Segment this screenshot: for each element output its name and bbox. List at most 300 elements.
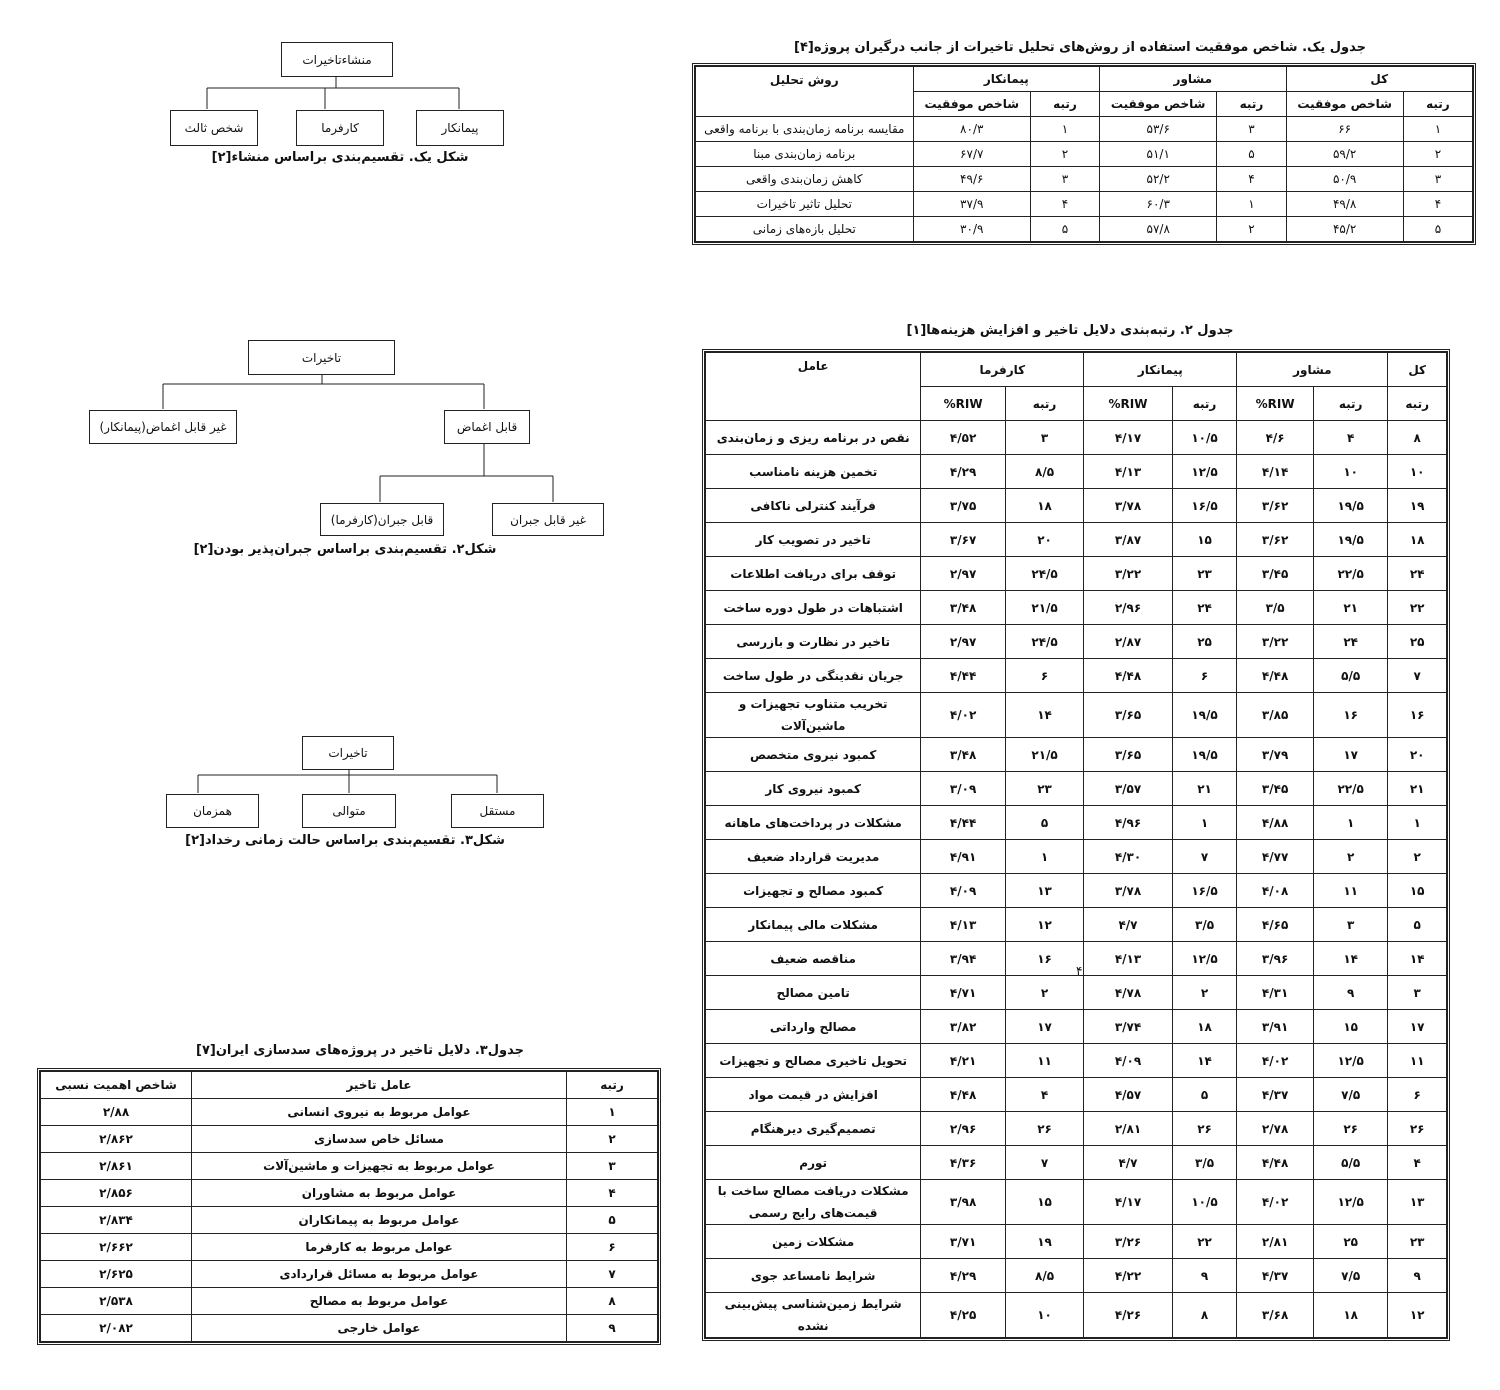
table2-row-cell: ۱۲/۵ — [1172, 942, 1237, 976]
figure1-caption: شکل یک. تقسیم‌بندی براساس منشاء[۲] — [211, 150, 469, 165]
table3-row — [41, 1180, 658, 1207]
table1-row-cell: ۴ — [1030, 192, 1099, 217]
table2-row-cell: ۳/۲۲ — [1237, 625, 1314, 659]
table2-factor-header: عامل — [706, 353, 921, 421]
table1-row-cell: ۳ — [1030, 167, 1099, 192]
table2-row-cell: ۳/۲۶ — [1084, 1225, 1172, 1259]
table2-group-header: کارفرما — [921, 353, 1084, 387]
table3-row-cell: ۷ — [567, 1261, 658, 1288]
table2-row-cell: ۹ — [1388, 1259, 1447, 1293]
table2-row-cell: ۳/۸۲ — [921, 1010, 1006, 1044]
table2-row-cell: ۴/۰۸ — [1237, 874, 1314, 908]
table3-row-cell: ۶ — [567, 1234, 658, 1261]
table2-row-cell: ۲۲/۵ — [1313, 772, 1387, 806]
table2-row-cell: ۱۲/۵ — [1313, 1044, 1387, 1078]
figure1-root-box: منشاءتاخیرات — [281, 42, 393, 77]
table2-row-cell: ۱۵ — [1313, 1010, 1387, 1044]
table2-row-cell: ۹ — [1313, 976, 1387, 1010]
table1-row-cell: ۶۷/۷ — [913, 142, 1030, 167]
table2-row-cell: ۴ — [1388, 1146, 1447, 1180]
table1-sub-header: رتبه — [1403, 92, 1472, 117]
table1-row-cell: ۳ — [1217, 117, 1286, 142]
table2-row-cell: ۱۲ — [1388, 1293, 1447, 1338]
table2-row-cell: ۱۹/۵ — [1313, 489, 1387, 523]
table1-sub-header: شاخص موفقیت — [1100, 92, 1217, 117]
table3-row — [41, 1288, 658, 1315]
table2-row-cell: ۴/۳۷ — [1237, 1078, 1314, 1112]
figure2-non-compensable-box: غیر قابل جبران — [492, 503, 604, 536]
table2-row-cell: ۲/۸۱ — [1237, 1225, 1314, 1259]
table3-caption: جدول۳. دلایل تاخیر در پروژه‌های سدسازی ایران[۷] — [196, 1043, 524, 1058]
table2-row-cell: ۲۴ — [1313, 625, 1387, 659]
table3-row-cell: مسائل خاص سدسازی — [192, 1126, 567, 1153]
figure3-child-concurrent: همزمان — [166, 794, 259, 828]
table2-row-cell: تخمین هزینه نامناسب — [706, 455, 921, 489]
table1-row-cell: مقایسه برنامه زمان‌بندی با برنامه واقعی — [696, 117, 914, 142]
table2-row — [706, 806, 1447, 840]
table2-row-cell: ۳/۴۵ — [1237, 557, 1314, 591]
table2-row — [706, 523, 1447, 557]
table2-row-cell: ۳/۴۸ — [921, 738, 1006, 772]
table2-row-cell: ۵ — [1388, 908, 1447, 942]
table2-row-cell: ۲۴/۵ — [1005, 625, 1083, 659]
table2-row-cell: ۲/۹۶ — [921, 1112, 1006, 1146]
table2-row-cell: ۱۱ — [1388, 1044, 1447, 1078]
table2-row — [706, 591, 1447, 625]
page-number: ۴ — [1076, 964, 1083, 978]
table2-row-cell: ۲۶ — [1388, 1112, 1447, 1146]
table3-header-factor: عامل تاخیر — [192, 1072, 567, 1099]
table1-row-cell: ۵۱/۱ — [1100, 142, 1217, 167]
table2-row-cell: تحویل تاخیری مصالح و تجهیزات — [706, 1044, 921, 1078]
table2-row-cell: ۴/۲۶ — [1084, 1293, 1172, 1338]
table2-row-cell: ۴/۱۳ — [1084, 942, 1172, 976]
table2-group-header: پیمانکار — [1084, 353, 1237, 387]
table2-row-cell: ۱۰/۵ — [1172, 421, 1237, 455]
table2-row-cell: ۴/۵۷ — [1084, 1078, 1172, 1112]
table2-row-cell: ۴/۶۵ — [1237, 908, 1314, 942]
table3-row-cell: ۵ — [567, 1207, 658, 1234]
table1 — [695, 66, 1473, 242]
table3-row-cell: ۲/۸۶۱ — [41, 1153, 192, 1180]
table2-row-cell: ۱۸ — [1388, 523, 1447, 557]
table2-row-cell: ۶ — [1172, 659, 1237, 693]
table1-row — [696, 192, 1473, 217]
table2-row-cell: تصمیم‌گیری دیرهنگام — [706, 1112, 921, 1146]
table2-row-cell: ۳/۵۷ — [1084, 772, 1172, 806]
table3-row-cell: ۲/۸۳۴ — [41, 1207, 192, 1234]
figure3-child-independent: مستقل — [451, 794, 544, 828]
table2-row-cell: کمبود نیروی متخصص — [706, 738, 921, 772]
table2-row-cell: مصالح وارداتی — [706, 1010, 921, 1044]
table3-row-cell: ۲/۶۶۲ — [41, 1234, 192, 1261]
table2-row-cell: ۲۱ — [1313, 591, 1387, 625]
table2-row-cell: ۴/۲۵ — [921, 1293, 1006, 1338]
table2-row-cell: ۳/۹۸ — [921, 1180, 1006, 1225]
table2-row-cell: ۱۰ — [1313, 455, 1387, 489]
table2-row-cell: ۱۰/۵ — [1172, 1180, 1237, 1225]
table1-sub-header: شاخص موفقیت — [913, 92, 1030, 117]
table2-row-cell: ۱۸ — [1172, 1010, 1237, 1044]
table1-sub-header: شاخص موفقیت — [1286, 92, 1403, 117]
table2-row-cell: ۱۹ — [1005, 1225, 1083, 1259]
table2-row-cell: ۸ — [1388, 421, 1447, 455]
figure2-compensable-box: قابل جبران(کارفرما) — [320, 503, 444, 536]
table3-row-cell: ۴ — [567, 1180, 658, 1207]
table2-row-cell: مدیریت قرارداد ضعیف — [706, 840, 921, 874]
table2-row-cell: ۵ — [1005, 806, 1083, 840]
table2-row-cell: ۱۹ — [1388, 489, 1447, 523]
table1-row-cell: ۵۰/۹ — [1286, 167, 1403, 192]
table2-row-cell: ۱۶ — [1005, 942, 1083, 976]
table1-method-header: روش تحلیل — [696, 67, 914, 117]
table2-row-cell: ۴/۱۳ — [1084, 455, 1172, 489]
table2-row-cell: ۲۴/۵ — [1005, 557, 1083, 591]
table2-row-cell: ۲ — [1313, 840, 1387, 874]
table2-row-cell: ۱۸ — [1313, 1293, 1387, 1338]
table2-row-cell: ۶ — [1388, 1078, 1447, 1112]
table2-row-cell: ۷ — [1388, 659, 1447, 693]
table2-body — [706, 421, 1447, 1338]
table3-row-cell: عوامل مربوط به مسائل قراردادی — [192, 1261, 567, 1288]
table2-row-cell: ۲۵ — [1388, 625, 1447, 659]
table1-row-cell: ۴ — [1403, 192, 1472, 217]
table1-row-cell: ۳ — [1403, 167, 1472, 192]
table3-header-rank: رتبه — [567, 1072, 658, 1099]
table2-row — [706, 693, 1447, 738]
table2-row-cell: ۲/۸۷ — [1084, 625, 1172, 659]
table2-row-cell: ۲۲/۵ — [1313, 557, 1387, 591]
table2-row-cell: ۴/۳۶ — [921, 1146, 1006, 1180]
table1-row-cell: ۵۷/۸ — [1100, 217, 1217, 242]
table2-row-cell: ۴/۰۹ — [1084, 1044, 1172, 1078]
table2-row-cell: ۳/۴۵ — [1237, 772, 1314, 806]
table1-row-cell: ۲ — [1217, 217, 1286, 242]
figure1-child-employer: کارفرما — [296, 110, 384, 146]
table3-row — [41, 1207, 658, 1234]
table2-row-cell: ۲/۸۱ — [1084, 1112, 1172, 1146]
table2-sub-header: رتبه — [1005, 387, 1083, 421]
table2-row-cell: ۲۴ — [1388, 557, 1447, 591]
table2-row-cell: ۷/۵ — [1313, 1078, 1387, 1112]
table1-row-cell: ۵ — [1217, 142, 1286, 167]
table3-row-cell: ۲/۸۶۲ — [41, 1126, 192, 1153]
table2-row-cell: ۴/۷۸ — [1084, 976, 1172, 1010]
table2-row-cell: ۲۲ — [1388, 591, 1447, 625]
table2-row — [706, 489, 1447, 523]
table2-row-cell: ۱۲ — [1005, 908, 1083, 942]
table2-row — [706, 1225, 1447, 1259]
table1-row-cell: ۶۰/۳ — [1100, 192, 1217, 217]
table1-row-cell: برنامه زمان‌بندی مبنا — [696, 142, 914, 167]
table2-row-cell: ۴/۲۹ — [921, 1259, 1006, 1293]
table2-row-cell: مشکلات دریافت مصالح ساخت با قیمت‌های رایج رسمی — [706, 1180, 921, 1225]
table2-row-cell: ۱۶/۵ — [1172, 489, 1237, 523]
figure1-child-contractor: پیمانکار — [416, 110, 504, 146]
table2-row-cell: ۱ — [1388, 806, 1447, 840]
table2-row — [706, 976, 1447, 1010]
table2-row-cell: ۵/۵ — [1313, 1146, 1387, 1180]
table2-row-cell: ۲/۹۷ — [921, 557, 1006, 591]
table2-row-cell: ۴/۰۹ — [921, 874, 1006, 908]
table2-row-cell: ۳/۵ — [1172, 908, 1237, 942]
table2-row-cell: ۴/۰۲ — [1237, 1044, 1314, 1078]
table2-row-cell: تاخیر در نظارت و بازرسی — [706, 625, 921, 659]
table2-row-cell: ۸ — [1172, 1293, 1237, 1338]
table1-row-cell: ۲ — [1403, 142, 1472, 167]
table2-row-cell: ۷ — [1172, 840, 1237, 874]
table2-row-cell: ۲۰ — [1388, 738, 1447, 772]
table2-row-cell: ۳/۶۲ — [1237, 489, 1314, 523]
table2-row-cell: مشکلات زمین — [706, 1225, 921, 1259]
table2-row-cell: ۸/۵ — [1005, 455, 1083, 489]
table2-row-cell: ۴/۴۸ — [1237, 1146, 1314, 1180]
table1-row — [696, 217, 1473, 242]
table1-row — [696, 117, 1473, 142]
table2-row — [706, 625, 1447, 659]
table2-row-cell: ۲۰ — [1005, 523, 1083, 557]
table1-body — [696, 117, 1473, 242]
table2-row-cell: ۴/۳۷ — [1237, 1259, 1314, 1293]
table1-row-cell: ۴۵/۲ — [1286, 217, 1403, 242]
table2-row-cell: ۲ — [1005, 976, 1083, 1010]
table2-row-cell: ۲/۷۸ — [1237, 1112, 1314, 1146]
table2-row — [706, 874, 1447, 908]
table2-row-cell: ۳/۲۲ — [1084, 557, 1172, 591]
table2-sub-header: RIW% — [1237, 387, 1314, 421]
table2-row-cell: ۱۳ — [1388, 1180, 1447, 1225]
table2-row-cell: ۷ — [1005, 1146, 1083, 1180]
table2-row — [706, 1293, 1447, 1338]
table3-row-cell: ۲/۶۲۵ — [41, 1261, 192, 1288]
table1-caption: جدول یک. شاخص موفقیت استفاده از روش‌های تحلیل تاخیرات از جانب درگیران پروژه[۴] — [793, 40, 1366, 55]
table2-row-cell: ۱۱ — [1005, 1044, 1083, 1078]
table2-row-cell: ۶ — [1005, 659, 1083, 693]
table2-row-cell: ۱۲/۵ — [1172, 455, 1237, 489]
table2-row-cell: ۱۶ — [1313, 693, 1387, 738]
figure2-non-excusable-box: غیر قابل اغماض(پیمانکار) — [89, 410, 237, 444]
table2-row-cell: ۳/۸۷ — [1084, 523, 1172, 557]
table2-row — [706, 738, 1447, 772]
table2-row-cell: ۴/۴۸ — [1084, 659, 1172, 693]
table3-row — [41, 1234, 658, 1261]
table2-row-cell: ۳/۶۵ — [1084, 738, 1172, 772]
table2-row-cell: ۴/۳۱ — [1237, 976, 1314, 1010]
table2-sub-header: RIW% — [921, 387, 1006, 421]
table2-row-cell: کمبود نیروی کار — [706, 772, 921, 806]
table2-frame — [702, 349, 1450, 1341]
table2-row-cell: ۴/۷ — [1084, 1146, 1172, 1180]
table2-group-header: کل — [1388, 353, 1447, 387]
table2-row-cell: اشتباهات در طول دوره ساخت — [706, 591, 921, 625]
table1-row — [696, 167, 1473, 192]
figure3-caption: شکل۳. تقسیم‌بندی براساس حالت زمانی رخداد[۲] — [185, 833, 505, 848]
table2-row-cell: ۵ — [1172, 1078, 1237, 1112]
table2-row-cell: ۱۴ — [1388, 942, 1447, 976]
table2-row-cell: ۳ — [1388, 976, 1447, 1010]
table3-row — [41, 1153, 658, 1180]
table2-row-cell: ۴/۱۴ — [1237, 455, 1314, 489]
table2-row-cell: ۲/۹۶ — [1084, 591, 1172, 625]
table3-row-cell: ۲/۸۵۶ — [41, 1180, 192, 1207]
table1-row-cell: ۴ — [1217, 167, 1286, 192]
table2-row-cell: ۳ — [1005, 421, 1083, 455]
figure3-root-box: تاخیرات — [302, 736, 394, 770]
table2-row-cell: ۲۵ — [1172, 625, 1237, 659]
table1-row-cell: ۳۰/۹ — [913, 217, 1030, 242]
table2-row-cell: مشکلات در پرداخت‌های ماهانه — [706, 806, 921, 840]
table2 — [705, 352, 1447, 1338]
table2-row-cell: ۲۳ — [1172, 557, 1237, 591]
table3-header-index: شاخص اهمیت نسبی — [41, 1072, 192, 1099]
table2-row-cell: ۱ — [1313, 806, 1387, 840]
table2-row-cell: ۴/۲۲ — [1084, 1259, 1172, 1293]
table1-row-cell: ۶۶ — [1286, 117, 1403, 142]
table2-row-cell: تامین مصالح — [706, 976, 921, 1010]
table2-row-cell: تورم — [706, 1146, 921, 1180]
table2-caption: جدول ۲. رتبه‌بندی دلایل تاخیر و افزایش هزینه‌ها[۱] — [906, 323, 1234, 338]
table2-row-cell: ۱ — [1172, 806, 1237, 840]
figure2-excusable-box: قابل اغماض — [444, 410, 530, 444]
table2-row-cell: ۳/۹۶ — [1237, 942, 1314, 976]
table2-row-cell: ۴ — [1005, 1078, 1083, 1112]
table2-row-cell: ۴/۹۱ — [921, 840, 1006, 874]
table2-row-cell: ۴/۱۷ — [1084, 1180, 1172, 1225]
table1-sub-header: رتبه — [1030, 92, 1099, 117]
table2-sub-header: رتبه — [1388, 387, 1447, 421]
table2-row-cell: ۴/۰۲ — [921, 693, 1006, 738]
table1-row-cell: ۵۳/۶ — [1100, 117, 1217, 142]
table2-row-cell: ۲۶ — [1172, 1112, 1237, 1146]
table2-row-cell: ۳/۷۸ — [1084, 489, 1172, 523]
table2-row-cell: ۲۴ — [1172, 591, 1237, 625]
table2-row — [706, 1146, 1447, 1180]
table2-row-cell: ۲۳ — [1388, 1225, 1447, 1259]
table2-row — [706, 659, 1447, 693]
table2-row-cell: ۴/۴۸ — [921, 1078, 1006, 1112]
table2-row — [706, 421, 1447, 455]
table2-row-cell: ۱ — [1005, 840, 1083, 874]
table2-row-cell: ۲۲ — [1172, 1225, 1237, 1259]
table1-row-cell: ۸۰/۳ — [913, 117, 1030, 142]
table2-row — [706, 908, 1447, 942]
table2-row-cell: افزایش در قیمت مواد — [706, 1078, 921, 1112]
figure2-caption: شکل۲. تقسیم‌بندی براساس جبران‌پذیر بودن[۲] — [193, 542, 497, 557]
table2-row — [706, 557, 1447, 591]
table2-row-cell: ۲۱/۵ — [1005, 591, 1083, 625]
figure1-child-third-party: شخص ثالث — [170, 110, 258, 146]
table2-row-cell: ۱۴ — [1313, 942, 1387, 976]
table2-row-cell: ۳/۸۵ — [1237, 693, 1314, 738]
table2-row-cell: ۳/۰۹ — [921, 772, 1006, 806]
table2-row — [706, 1078, 1447, 1112]
table2-row-cell: ۳/۹۴ — [921, 942, 1006, 976]
table1-row-cell: تحلیل تاثیر تاخیرات — [696, 192, 914, 217]
table3-row-cell: ۲ — [567, 1126, 658, 1153]
table2-row-cell: ۱۹/۵ — [1172, 693, 1237, 738]
table3-row-cell: ۲/۰۸۲ — [41, 1315, 192, 1342]
table2-row-cell: ۱۸ — [1005, 489, 1083, 523]
table2-row-cell: ۴/۹۶ — [1084, 806, 1172, 840]
table2-row-cell: ۴/۶ — [1237, 421, 1314, 455]
table2-row-cell: نقص در برنامه ریزی و زمان‌بندی — [706, 421, 921, 455]
table3 — [40, 1071, 658, 1342]
table2-row-cell: ۴/۵۲ — [921, 421, 1006, 455]
table2-row-cell: ۲۶ — [1313, 1112, 1387, 1146]
table2-row-cell: ۲۶ — [1005, 1112, 1083, 1146]
table2-row-cell: ۱۶/۵ — [1172, 874, 1237, 908]
table2-row-cell: شرایط نامساعد جوی — [706, 1259, 921, 1293]
table2-row — [706, 1112, 1447, 1146]
table2-row-cell: ۱۲/۵ — [1313, 1180, 1387, 1225]
table2-row-cell: شرایط زمین‌شناسی پیش‌بینی نشده — [706, 1293, 921, 1338]
table2-row-cell: ۳/۶۲ — [1237, 523, 1314, 557]
table1-row-cell: ۱ — [1217, 192, 1286, 217]
table3-row — [41, 1126, 658, 1153]
table2-row-cell: ۱۵ — [1172, 523, 1237, 557]
table2-row-cell: ۱۵ — [1005, 1180, 1083, 1225]
table2-row-cell: ۱۵ — [1388, 874, 1447, 908]
table2-row-cell: ۴ — [1313, 421, 1387, 455]
table1-group-header: کل — [1286, 67, 1472, 92]
table3-row-cell: عوامل مربوط به پیمانکاران — [192, 1207, 567, 1234]
table3-body — [41, 1099, 658, 1342]
table3-row-cell: ۸ — [567, 1288, 658, 1315]
table1-row-cell: ۳۷/۹ — [913, 192, 1030, 217]
table2-row-cell: ۴/۸۸ — [1237, 806, 1314, 840]
table2-row-cell: ۱۴ — [1172, 1044, 1237, 1078]
table2-row-cell: ۴/۷ — [1084, 908, 1172, 942]
table1-row-cell: تحلیل بازه‌های زمانی — [696, 217, 914, 242]
table2-row-cell: ۳/۵ — [1237, 591, 1314, 625]
table2-row-cell: ۳/۶۷ — [921, 523, 1006, 557]
table2-row-cell: ۳/۷۹ — [1237, 738, 1314, 772]
table3-row-cell: عوامل مربوط به مشاوران — [192, 1180, 567, 1207]
table1-sub-header: رتبه — [1217, 92, 1286, 117]
table2-row-cell: ۵/۵ — [1313, 659, 1387, 693]
table2-row-cell: تاخیر در تصویب کار — [706, 523, 921, 557]
table2-row-cell: تخریب متناوب تجهیزات و ماشین‌آلات — [706, 693, 921, 738]
table2-row-cell: ۱۹/۵ — [1313, 523, 1387, 557]
table2-group-header: مشاور — [1237, 353, 1388, 387]
table1-frame — [692, 63, 1476, 245]
table1-row-cell: ۱ — [1030, 117, 1099, 142]
table2-row-cell: ۱۳ — [1005, 874, 1083, 908]
table1-row-cell: ۱ — [1403, 117, 1472, 142]
table2-row-cell: ۷/۵ — [1313, 1259, 1387, 1293]
table2-row-cell: ۸/۵ — [1005, 1259, 1083, 1293]
table2-row-cell: ۱۷ — [1005, 1010, 1083, 1044]
table2-row-cell: ۱۷ — [1313, 738, 1387, 772]
table3-row-cell: ۳ — [567, 1153, 658, 1180]
table1-row-cell: ۴۹/۶ — [913, 167, 1030, 192]
table2-row-cell: ۳/۶۵ — [1084, 693, 1172, 738]
table1-row-cell: ۵۹/۲ — [1286, 142, 1403, 167]
table2-row — [706, 772, 1447, 806]
table3-frame — [37, 1068, 661, 1345]
table3-row-cell: ۲/۸۸ — [41, 1099, 192, 1126]
table2-row-cell: جریان نقدینگی در طول ساخت — [706, 659, 921, 693]
table2-row-cell: ۲ — [1172, 976, 1237, 1010]
table2-row-cell: ۴/۴۴ — [921, 659, 1006, 693]
table2-sub-header: رتبه — [1172, 387, 1237, 421]
table2-row-cell: ۳ — [1313, 908, 1387, 942]
table2-row — [706, 1259, 1447, 1293]
table1-row — [696, 142, 1473, 167]
table3-row-cell: ۱ — [567, 1099, 658, 1126]
table2-row-cell: ۳/۵ — [1172, 1146, 1237, 1180]
table2-row-cell: ۴/۴۴ — [921, 806, 1006, 840]
